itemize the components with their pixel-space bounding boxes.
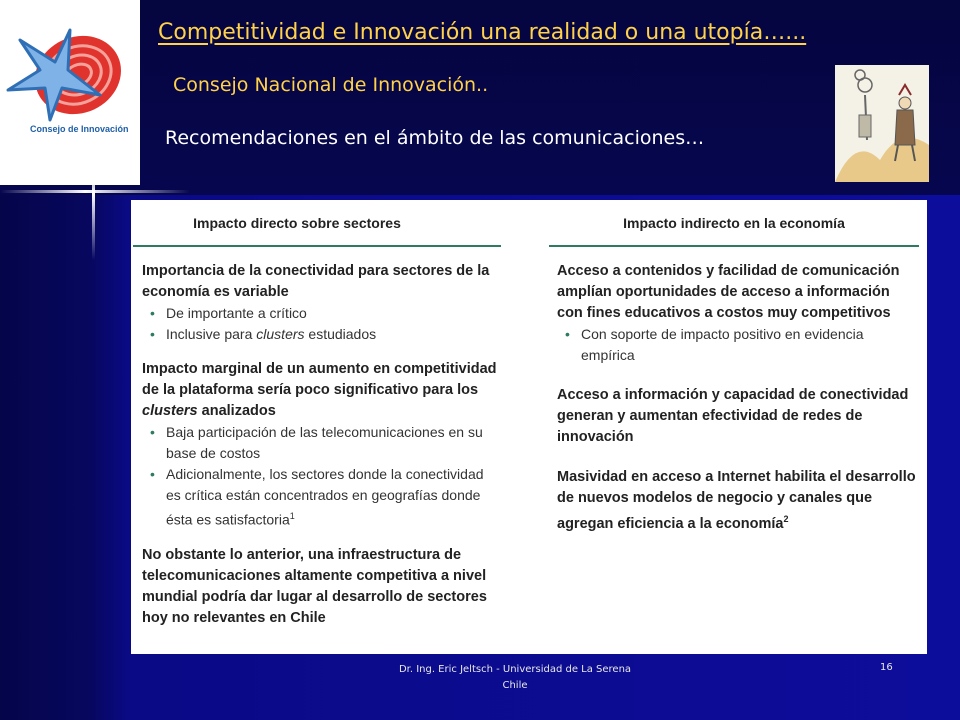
footnote-1: 1	[289, 511, 295, 521]
footnote-2: 2	[783, 514, 789, 524]
left-block-2-bullet-1: • Baja participación de las telecomunicaciones en su base de costos	[142, 422, 501, 464]
slide-subtitle: Consejo Nacional de Innovación..	[173, 74, 489, 96]
left-block-2-title: Impacto marginal de un aumento en competitividad de la plataforma sería poco significativo para los clusters analizados	[142, 361, 497, 419]
sparkle-horizontal	[0, 190, 190, 193]
right-column-heading: Impacto indirecto en la economía	[549, 200, 919, 247]
cartoon-drawing-icon	[835, 65, 929, 182]
left-block-3-title: No obstante lo anterior, una infraestructura de telecomunicaciones altamente competitiva a nivel mundial podría dar lugar al desarrollo de sectores hoy no relevantes en Chile	[142, 546, 487, 626]
right-block-1-title: Acceso a contenidos y facilidad de comunicación amplían oportunidades de acceso a información con fines educativos a costos muy competitivos	[557, 263, 900, 321]
right-block-2-title: Acceso a información y capacidad de conectividad generan y aumentan efectividad de redes de innovación	[557, 387, 909, 445]
left-column	[133, 200, 501, 629]
footer-author: Dr. Ing. Eric Jeltsch - Universidad de La Serena	[398, 664, 632, 675]
left-block-2-bullet-2	[142, 464, 501, 531]
consejo-innovacion-logo	[0, 0, 140, 185]
right-column	[549, 200, 919, 535]
logo-text: Consejo de Innovación	[30, 124, 129, 134]
left-block-1-bullet-1: • De importante a crítico	[142, 303, 501, 324]
slide-title: Competitividad e Innovación una realidad o una utopía…...	[158, 20, 807, 45]
section-heading: Recomendaciones en el ámbito de las comunicaciones…	[165, 127, 705, 149]
logo-graphic-icon	[0, 0, 140, 185]
left-block-1-bullet-2: • Inclusive para clusters estudiados	[142, 324, 501, 345]
right-block-3-title	[557, 467, 919, 535]
footer-country: Chile	[502, 680, 528, 691]
left-block-1-title: Importancia de la conectividad para sectores de la economía es variable	[142, 263, 490, 300]
left-block-2-bullet-2-text: Adicionalmente, los sectores donde la conectividad es crítica están concentrados en geografías donde ésta es satisfactoria	[166, 466, 484, 528]
left-column-heading: Impacto directo sobre sectores	[133, 200, 501, 247]
page-number: 16	[880, 662, 893, 673]
content-table	[131, 200, 927, 654]
right-block-1-bullet-1: • Con soporte de impacto positivo en evidencia empírica	[557, 324, 919, 366]
sparkle-vertical	[92, 150, 95, 260]
slide-footer	[340, 662, 690, 694]
right-block-3-text: Masividad en acceso a Internet habilita el desarrollo de nuevos modelos de negocio y canales que agregan eficiencia a la economía	[557, 469, 916, 532]
